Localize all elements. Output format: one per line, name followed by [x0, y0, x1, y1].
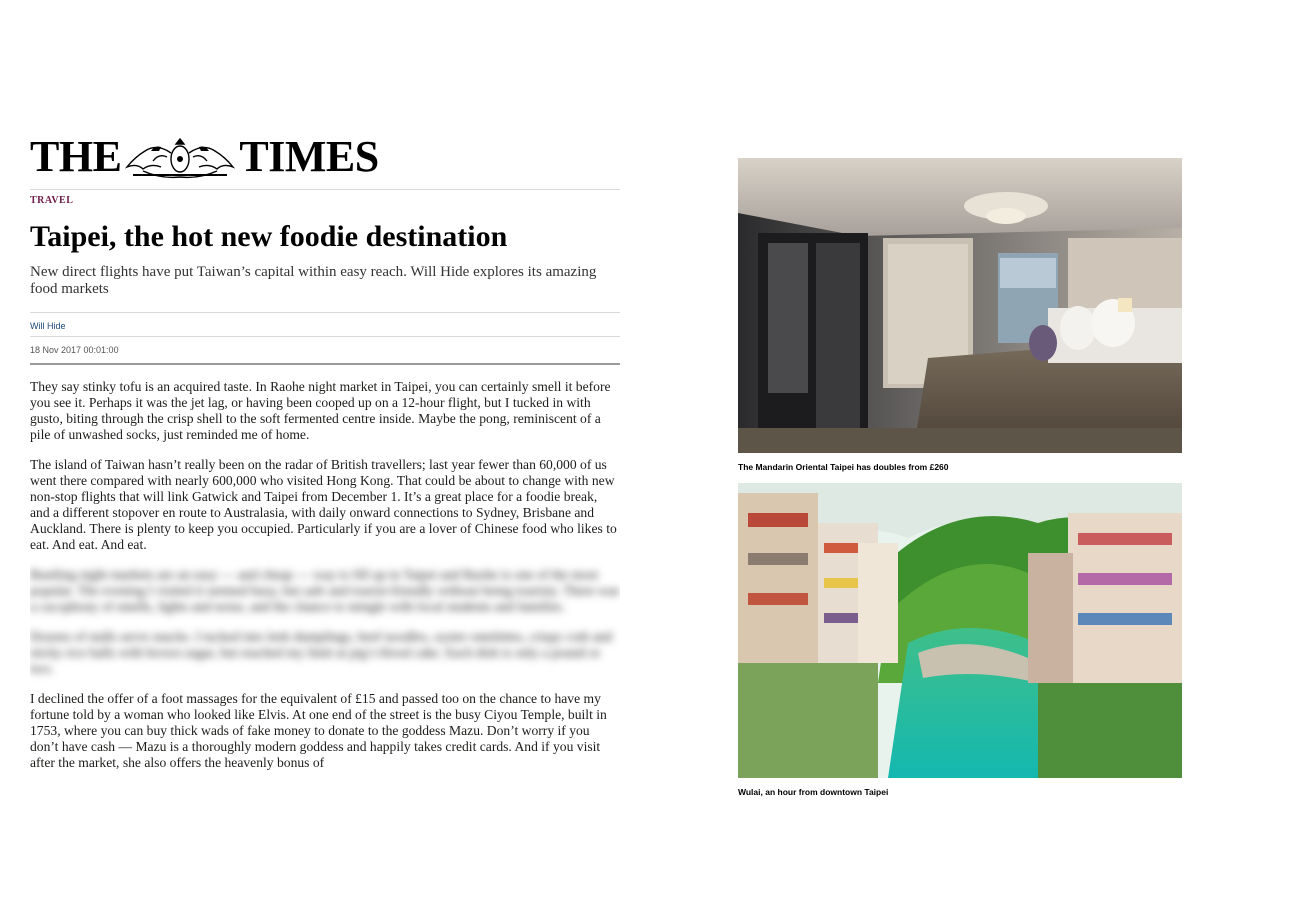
divider	[30, 189, 620, 190]
article-standfirst: New direct flights have put Taiwan’s capital within easy reach. Will Hide explores its amazing food markets	[30, 264, 597, 297]
author-link[interactable]: Will Hide	[30, 321, 66, 331]
body-paragraph: They say stinky tofu is an acquired taste. In Raohe night market in Taipei, you can certainly smell it before you see it. Perhaps it was the jet lag, or having been cooped up on a 12-hour flight, but I tucked in with gusto, biting through the crisp shell to the soft fermented centre inside. Maybe the pong, reminiscent of a pile of unwashed socks, just reminded me of home.	[30, 379, 611, 442]
river-gorge-photo[interactable]	[738, 483, 1182, 778]
article-body	[30, 365, 620, 785]
masthead-times: TIMES	[239, 132, 379, 181]
section-label[interactable]: TRAVEL	[30, 195, 74, 206]
body-paragraph: The island of Taiwan hasn’t really been on the radar of British travellers; last year fewer than 60,000 of us went there compared with nearly 600,000 who visited Hong Kong. That could be about to change with new non-stop flights that will link Gatwick and Taipei from December 1. It’s a great place for a foodie break, and a different stopover en route to Australasia, with daily onward connections to Sydney, Brisbane and Auckland. There is plenty to keep you occupied. Particularly if you are a lover of Chinese food who likes to eat. And eat. And eat.	[30, 457, 617, 552]
masthead[interactable]	[30, 134, 620, 180]
body-paragraph: I declined the offer of a foot massages for the equivalent of £15 and passed too on the chance to have my fortune told by a woman who looked like Elvis. At one end of the street is the busy Ciyou Temple, built in 1753, where you can buy thick wads of fake money to donate to the goddess Mazu. Don’t worry if you don’t have cash — Mazu is a thoroughly modern goddess and happily takes credit cards. And if you visit after the market, she also offers the heavenly bonus of	[30, 691, 607, 770]
masthead-the: THE	[30, 132, 122, 181]
date-row	[30, 336, 620, 360]
photo-caption: The Mandarin Oriental Taipei has doubles from £260	[738, 462, 949, 472]
body-paragraph-blurred: Dozens of stalls serve snacks. I tucked into leek dumplings, beef noodles, oyster omelettes, crispy crab and sticky rice balls with brown sugar, but reached my limit at pig’s blood cake. Each dish is only a pound or two.	[30, 629, 613, 676]
publish-date: 18 Nov 2017 00:01:00	[30, 345, 119, 355]
photo-column	[738, 158, 1182, 808]
byline-row	[30, 312, 620, 336]
article-column	[30, 134, 620, 785]
royal-crest-icon	[123, 135, 237, 179]
hotel-bedroom-photo[interactable]	[738, 158, 1182, 453]
article-headline: Taipei, the hot new foodie destination	[30, 220, 508, 253]
photo-caption: Wulai, an hour from downtown Taipei	[738, 787, 889, 797]
body-paragraph-blurred: Bustling night markets are an easy — and cheap — way to fill up in Taipei and Raohe is one of the most popular. The evening I visited it seemed busy, but safe and tourist-friendly without being touristy. There was a cacophony of smells, lights and noise, and the chance to mingle with local students and families.	[30, 567, 620, 614]
